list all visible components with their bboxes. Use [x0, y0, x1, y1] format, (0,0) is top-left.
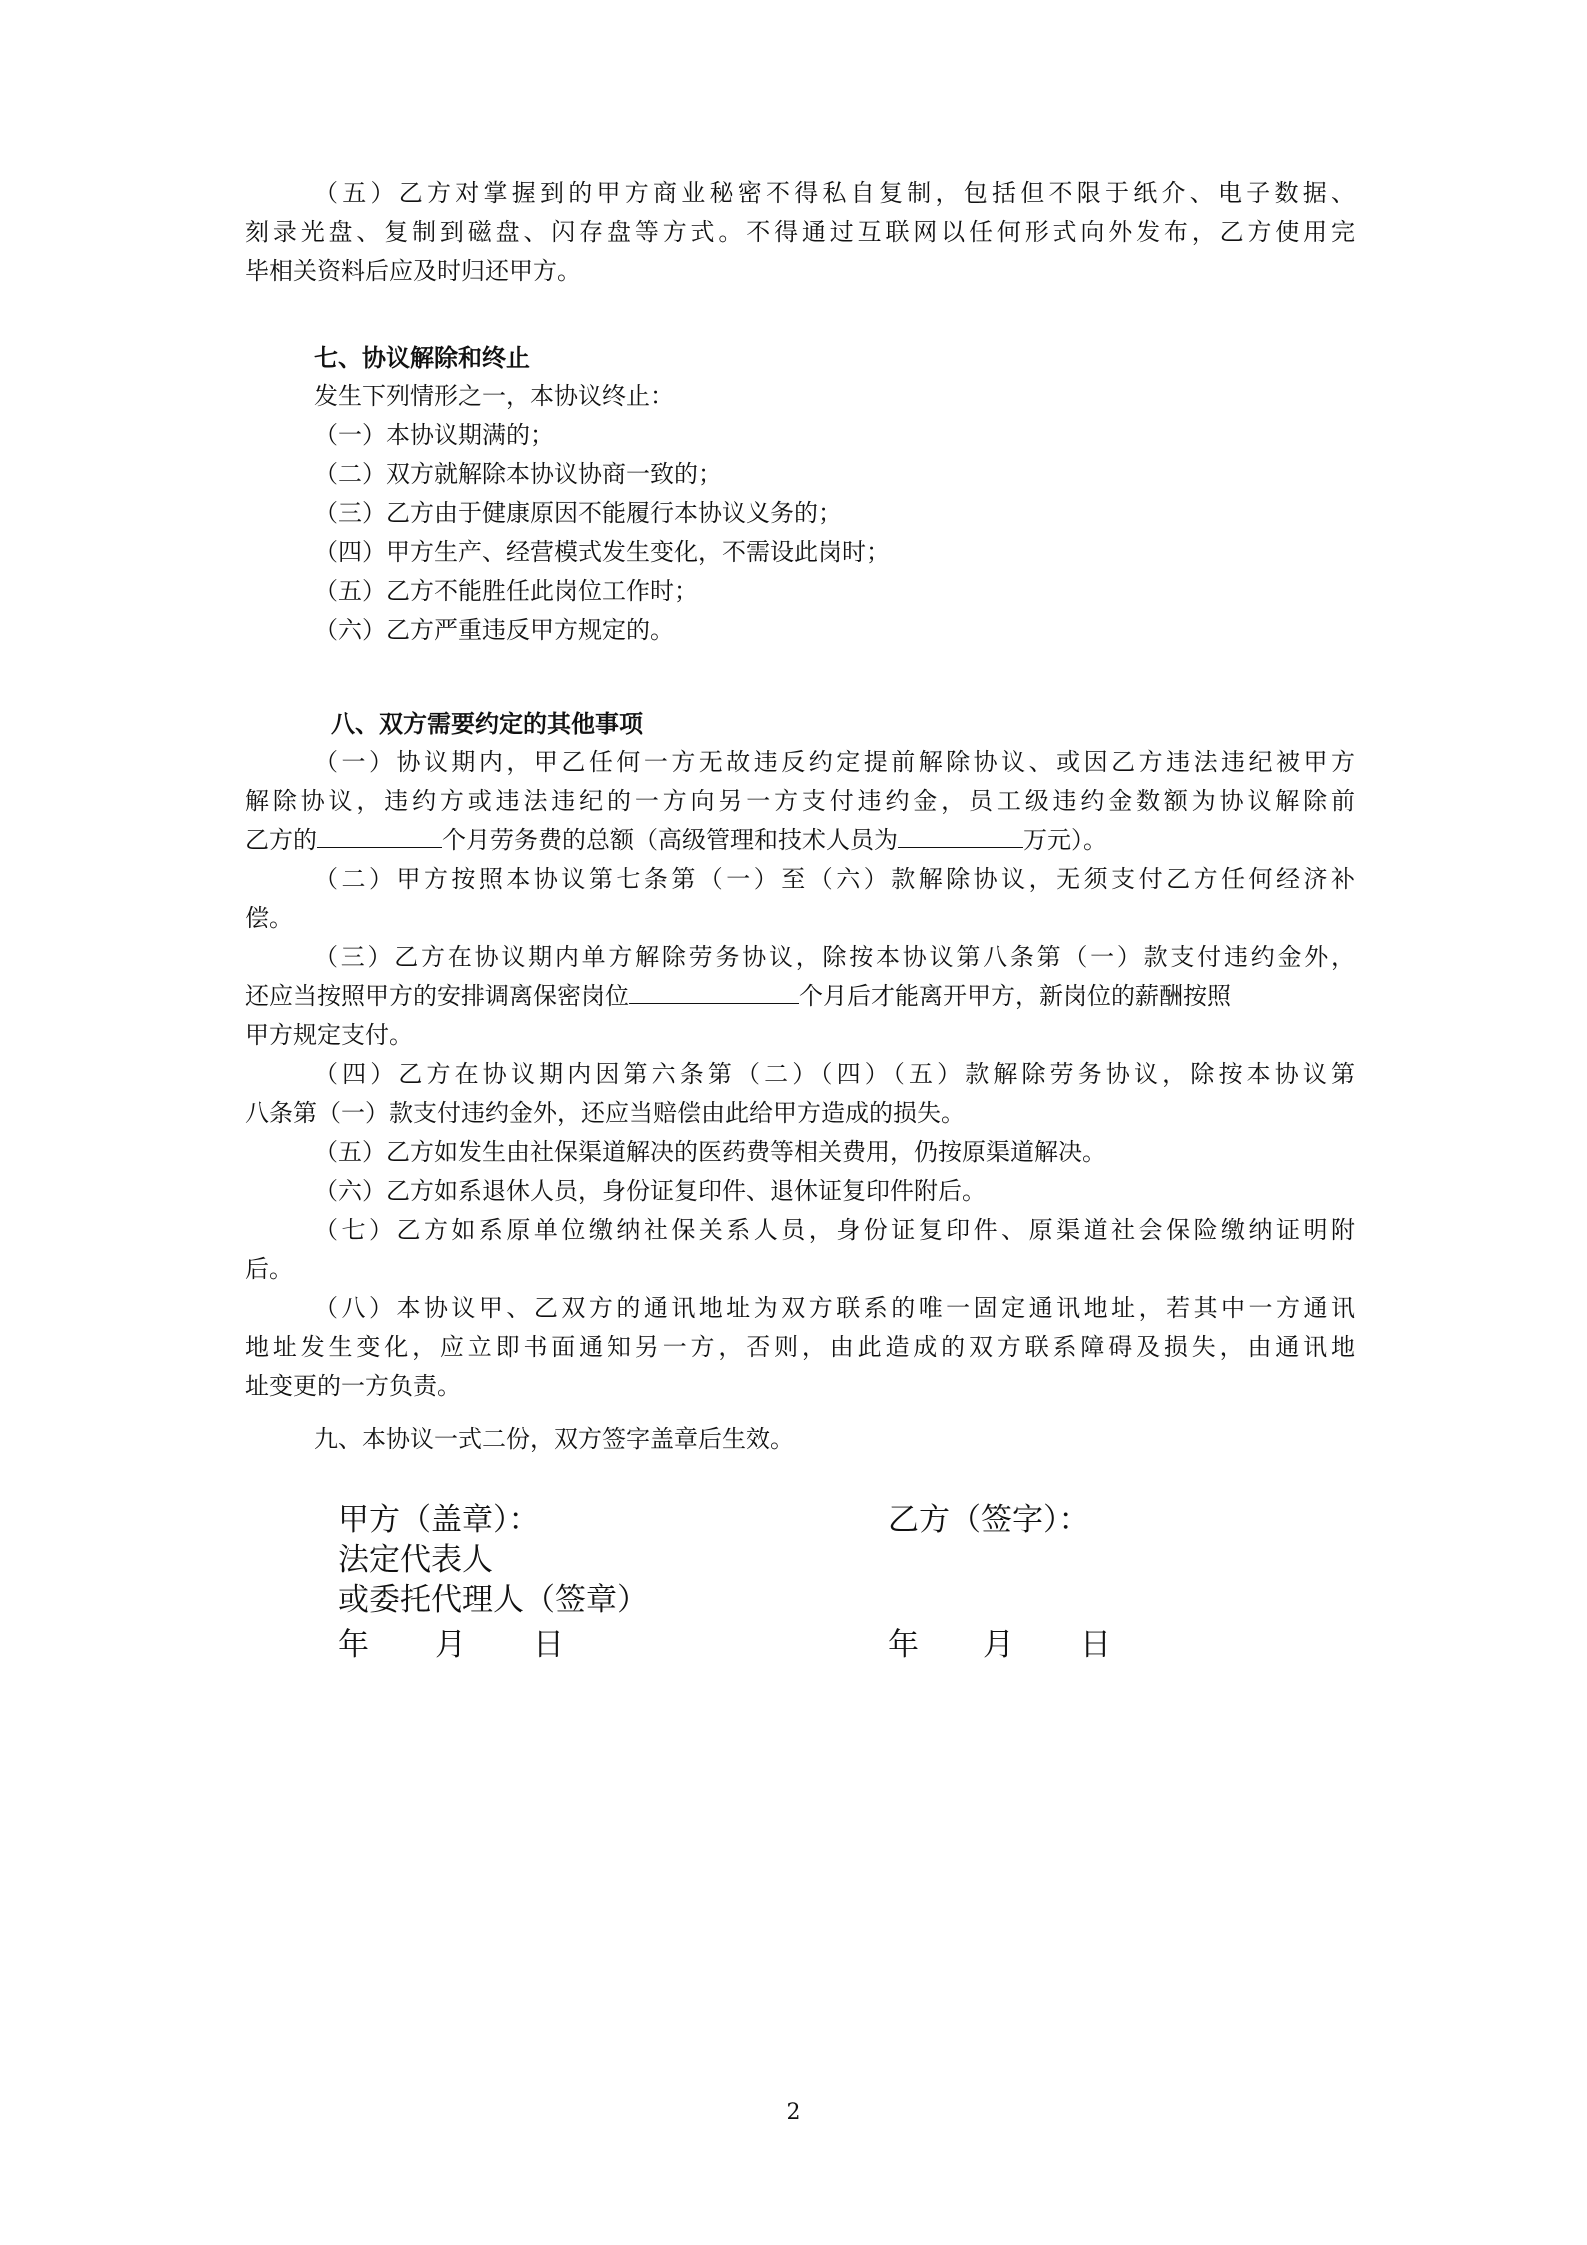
section-intro: 发生下列情形之一，本协议终止： [314, 382, 674, 410]
text-line: （二）甲方按照本协议第七条第（一）至（六）款解除协议，无须支付乙方任何经济补 [314, 865, 1355, 893]
date-year-b: 年 [888, 1627, 919, 1663]
text-line: （四）乙方在协议期内因第六条第（二）（四）（五）款解除劳务协议，除按本协议第 [314, 1060, 1355, 1088]
text-fragment: 个月后才能离开甲方，新岗位的薪酬按照 [799, 982, 1231, 1010]
text-line: （六）乙方如系退休人员，身份证复印件、退休证复印件附后。 [314, 1177, 986, 1205]
section-heading: 七、协议解除和终止 [314, 343, 530, 372]
text-line: 甲方规定支付。 [245, 1021, 413, 1049]
party-a-label: 甲方（盖章）： [338, 1502, 540, 1538]
text-line [245, 821, 1355, 860]
text-line: 刻录光盘、复制到磁盘、闪存盘等方式。不得通过互联网以任何形式向外发布，乙方使用完 [245, 218, 1355, 246]
legal-rep-label: 法定代表人 [338, 1542, 493, 1578]
section-9 [245, 1420, 1355, 1459]
text-line: （八）本协议甲、乙双方的通讯地址为双方联系的唯一固定通讯地址，若其中一方通讯 [314, 1294, 1355, 1322]
text-fragment: 乙方的 [245, 826, 317, 854]
fill-in-blank[interactable] [317, 823, 442, 848]
fill-in-blank[interactable] [629, 979, 799, 1004]
party-b-label: 乙方（签字）： [888, 1502, 1090, 1538]
text-line: 地址发生变化，应立即书面通知另一方，否则，由此造成的双方联系障碍及损失，由通讯地 [245, 1333, 1355, 1361]
date-year-a: 年 [338, 1627, 369, 1663]
text-line: 九、本协议一式二份，双方签字盖章后生效。 [314, 1425, 794, 1453]
text-fragment: 万元）。 [1023, 826, 1107, 854]
text-line: （七）乙方如系原单位缴纳社保关系人员，身份证复印件、原渠道社会保险缴纳证明附 [314, 1216, 1355, 1244]
date-day-a: 日 [533, 1627, 564, 1663]
list-item: （六）乙方严重违反甲方规定的。 [314, 616, 674, 644]
text-line: （一）协议期内，甲乙任何一方无故违反约定提前解除协议、或因乙方违法违纪被甲方 [314, 748, 1355, 776]
list-item: （二）双方就解除本协议协商一致的； [314, 460, 722, 488]
fill-in-blank[interactable] [898, 823, 1023, 848]
date-month-a: 月 [435, 1627, 466, 1663]
text-fragment: 还应当按照甲方的安排调离保密岗位 [245, 982, 629, 1010]
section-7 [245, 338, 1355, 650]
clause-6-5 [245, 174, 1355, 291]
page-number: 2 [786, 2100, 801, 2125]
list-item: （一）本协议期满的； [314, 421, 554, 449]
section-heading: 八、双方需要约定的其他事项 [331, 709, 643, 738]
text-line: 址变更的一方负责。 [245, 1372, 461, 1400]
text-line [245, 977, 1355, 1016]
text-line: 八条第（一）款支付违约金外，还应当赔偿由此给甲方造成的损失。 [245, 1099, 965, 1127]
text-line: 后。 [245, 1255, 293, 1283]
section-8 [245, 704, 1355, 1406]
text-line: （五）乙方如发生由社保渠道解决的医药费等相关费用，仍按原渠道解决。 [314, 1138, 1106, 1166]
date-day-b: 日 [1080, 1627, 1111, 1663]
agent-label: 或委托代理人（签章） [338, 1582, 648, 1618]
text-line: 偿。 [245, 904, 293, 932]
text-line: 毕相关资料后应及时归还甲方。 [245, 257, 581, 285]
text-line: （五）乙方对掌握到的甲方商业秘密不得私自复制，包括但不限于纸介、电子数据、 [314, 179, 1355, 207]
date-month-b: 月 [983, 1627, 1014, 1663]
list-item: （三）乙方由于健康原因不能履行本协议义务的； [314, 499, 842, 527]
list-item: （五）乙方不能胜任此岗位工作时； [314, 577, 698, 605]
text-fragment: 个月劳务费的总额（高级管理和技术人员为 [442, 826, 898, 854]
list-item: （四）甲方生产、经营模式发生变化，不需设此岗时； [314, 538, 890, 566]
text-line: （三）乙方在协议期内单方解除劳务协议，除按本协议第八条第（一）款支付违约金外， [314, 943, 1355, 971]
text-line: 解除协议，违约方或违法违纪的一方向另一方支付违约金，员工级违约金数额为协议解除前 [245, 787, 1355, 815]
